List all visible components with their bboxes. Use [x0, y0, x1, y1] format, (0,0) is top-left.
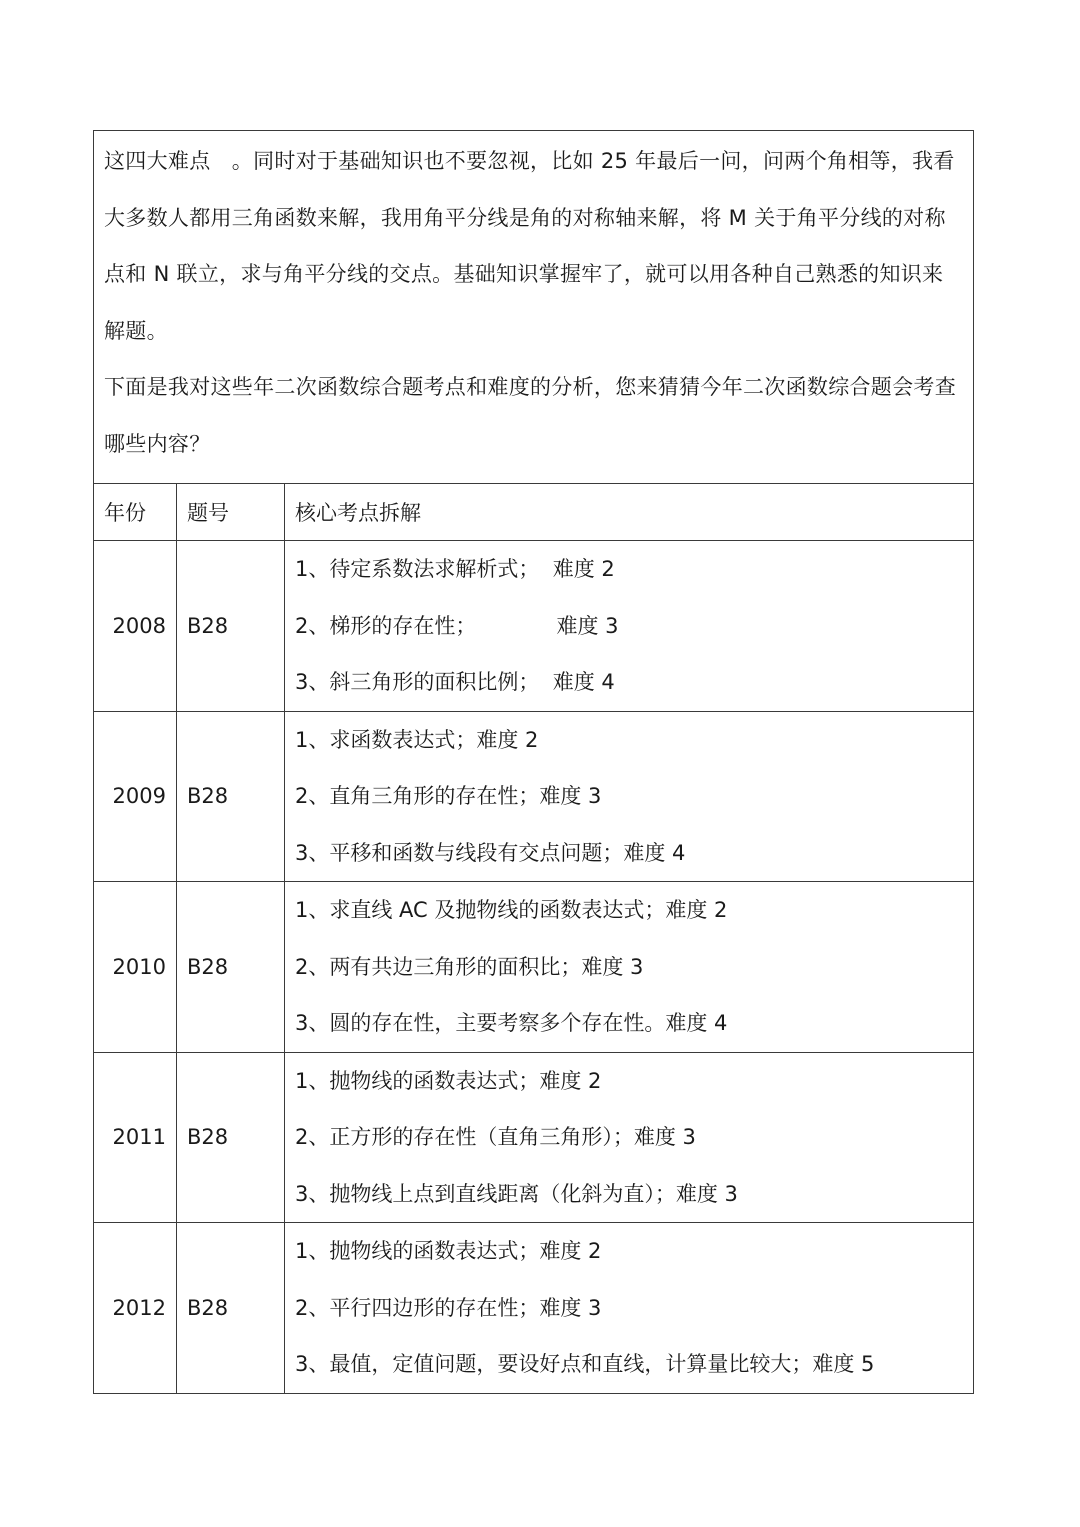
table-row-2012 — [94, 1223, 974, 1394]
intro-row — [94, 131, 974, 484]
code-cell: B28 — [177, 882, 285, 1053]
code-cell: B28 — [177, 541, 285, 712]
point-line: 3、圆的存在性，主要考察多个存在性。难度 4 — [295, 1011, 728, 1035]
point-line: 3、抛物线上点到直线距离（化斜为直）；难度 3 — [295, 1181, 738, 1206]
header-code: 题号 — [177, 484, 285, 541]
table-header-row — [94, 484, 974, 541]
code-cell: B28 — [177, 1223, 285, 1394]
point-line: 3、平移和函数与线段有交点问题；难度 4 — [295, 840, 686, 865]
points-cell — [285, 882, 974, 1053]
point-line: 1、抛物线的函数表达式；难度 2 — [295, 1068, 602, 1093]
intro-cell — [94, 131, 974, 484]
analysis-table — [93, 130, 974, 1394]
point-line: 1、求直线 AC 及抛物线的函数表达式；难度 2 — [295, 898, 728, 922]
point-line: 2、梯形的存在性； 难度 3 — [295, 613, 619, 638]
year-cell: 2009 — [94, 711, 177, 882]
points-cell — [285, 1052, 974, 1223]
intro-paragraph-1: 这四大难点 。同时对于基础知识也不要忽视，比如 25 年最后一问，问两个角相等，我看大多数人都用三角函数来解，我用角平分线是角的对称轴来解，将 M 关于角平分线的对称点和 N 联立，求与角平分线的交点。基础知识掌握牢了，就可以用各种自己熟悉的知识来解题。 — [104, 149, 955, 343]
points-cell — [285, 711, 974, 882]
year-cell: 2011 — [94, 1052, 177, 1223]
table-row-2011 — [94, 1052, 974, 1223]
points-cell — [285, 541, 974, 712]
year-cell: 2012 — [94, 1223, 177, 1394]
code-cell: B28 — [177, 711, 285, 882]
code-cell: B28 — [177, 1052, 285, 1223]
point-line: 1、待定系数法求解析式； 难度 2 — [295, 557, 615, 581]
table-row-2010 — [94, 882, 974, 1053]
point-line: 2、直角三角形的存在性；难度 3 — [295, 784, 602, 808]
point-line: 1、求函数表达式；难度 2 — [295, 727, 539, 752]
year-cell: 2008 — [94, 541, 177, 712]
table-row-2008 — [94, 541, 974, 712]
point-line: 2、正方形的存在性（直角三角形）；难度 3 — [295, 1125, 696, 1149]
table-row-2009 — [94, 711, 974, 882]
point-line: 3、斜三角形的面积比例； 难度 4 — [295, 670, 615, 694]
intro-paragraph-2: 下面是我对这些年二次函数综合题考点和难度的分析，您来猜猜今年二次函数综合题会考查哪些内容？ — [104, 375, 956, 456]
point-line: 2、平行四边形的存在性；难度 3 — [295, 1295, 602, 1320]
points-cell — [285, 1223, 974, 1394]
header-year: 年份 — [94, 484, 177, 541]
point-line: 2、两有共边三角形的面积比；难度 3 — [295, 954, 644, 979]
year-cell: 2010 — [94, 882, 177, 1053]
header-points: 核心考点拆解 — [285, 484, 974, 541]
point-line: 3、最值，定值问题，要设好点和直线，计算量比较大；难度 5 — [295, 1352, 875, 1376]
point-line: 1、抛物线的函数表达式；难度 2 — [295, 1239, 602, 1263]
